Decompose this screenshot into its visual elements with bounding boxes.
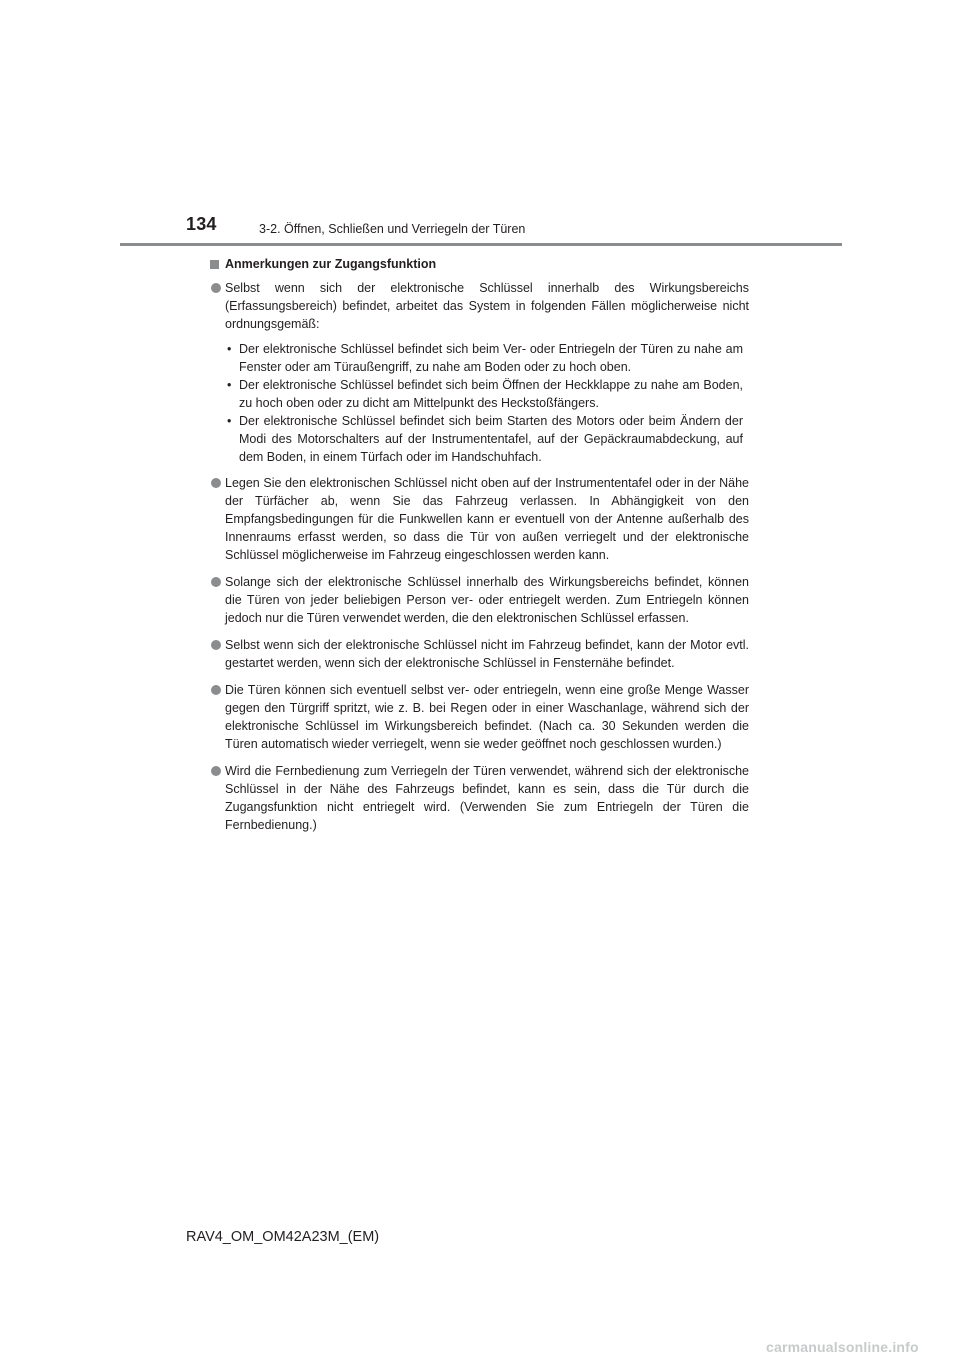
list-item-text: Wird die Fernbedienung zum Verriegeln der Türen verwendet, während sich der elektronische Schlüssel in der Nähe des Fahrzeugs befindet, kann es sein, dass die Tür durch die Zugangsfunktion nicht entriegelt wird. (Verwenden Sie zum Entriegeln der Türen die Fernbedienung.) (225, 764, 749, 832)
sublist-item-text: Der elektronische Schlüssel befindet sich beim Starten des Motors oder beim Ändern der Modi des Motorschalters auf der Instrumententafel, auf der Gepäckraumabdeckung, auf dem Boden, in einem Türfach oder im Handschuhfach. (239, 414, 743, 464)
document-code: RAV4_OM_OM42A23M_(EM) (186, 1229, 380, 1245)
sublist (210, 340, 749, 466)
circle-bullet-icon (211, 283, 221, 293)
circle-bullet-icon (211, 577, 221, 587)
chapter-title: 3-2. Öffnen, Schließen und Verriegeln der Türen (259, 222, 526, 236)
list-item-text: Selbst wenn sich der elektronische Schlüssel innerhalb des Wirkungsbereichs (Erfassungsbereich) befindet, arbeitet das System in folgenden Fällen möglicherweise nicht ordnungsgemäß: (225, 281, 749, 331)
list-item-text: Solange sich der elektronische Schlüssel innerhalb des Wirkungsbereichs befindet, können die Türen von jeder beliebigen Person ver- oder entriegelt werden. Zum Entriegeln können jedoch nur die Türen verwendet werden, die den elektronischen Schlüssel erfassen. (225, 575, 749, 625)
list-item (210, 681, 749, 753)
circle-bullet-icon (211, 766, 221, 776)
list-item (210, 279, 749, 333)
list-item (210, 636, 749, 672)
list-item (210, 474, 749, 564)
dot-bullet-icon: • (227, 414, 232, 428)
list-item-text: Die Türen können sich eventuell selbst ver- oder entriegeln, wenn eine große Menge Wasser gegen den Türgriff spritzt, wie z. B. bei Regen oder in einer Waschanlage, während sich der elektronische Schlüssel im Wirkungsbereich befindet. (Nach ca. 30 Sekunden werden die Türen automatisch wieder verriegelt, wenn sie weder geöffnet noch geschlossen wurden.) (225, 683, 749, 751)
circle-bullet-icon (211, 640, 221, 650)
dot-bullet-icon: • (227, 378, 232, 392)
section-heading-text: Anmerkungen zur Zugangsfunktion (225, 257, 437, 271)
sublist-item (225, 376, 743, 412)
sublist-item-text: Der elektronische Schlüssel befindet sich beim Öffnen der Heckklappe zu nahe am Boden, zu hoch oben oder zu dicht am Mittelpunkt des Heckstoßfängers. (239, 378, 743, 410)
header-divider (120, 243, 842, 246)
section-heading (210, 255, 749, 273)
circle-bullet-icon (211, 685, 221, 695)
watermark: carmanualsonline.info (766, 1339, 919, 1355)
square-bullet-icon (210, 260, 219, 269)
sublist-item (225, 412, 743, 466)
page-number: 134 (186, 214, 217, 234)
dot-bullet-icon: • (227, 342, 232, 356)
list-item-text: Legen Sie den elektronischen Schlüssel nicht oben auf der Instrumententafel oder in der Nähe der Türfächer ab, wenn Sie das Fahrzeug verlassen. In Abhängigkeit von den Empfangsbedingungen für die Funkwellen kann er eventuell von der Antenne außerhalb des Innenraums erfasst werden, so dass die Tür von außen verriegelt und der elektronische Schlüssel möglicherweise im Fahrzeug eingeschlossen werden kann. (225, 476, 749, 562)
notes-section (210, 255, 749, 843)
circle-bullet-icon (211, 478, 221, 488)
list-item (210, 762, 749, 834)
sublist-item-text: Der elektronische Schlüssel befindet sich beim Ver- oder Entriegeln der Türen zu nahe am Fenster oder am Türaußengriff, zu nahe am Boden oder zu hoch oben. (239, 342, 743, 374)
sublist-item (225, 340, 743, 376)
list-item (210, 573, 749, 627)
list-item-text: Selbst wenn sich der elektronische Schlüssel nicht im Fahrzeug befindet, kann der Motor evtl. gestartet werden, wenn sich der elektronische Schlüssel in Fensternähe befindet. (225, 638, 749, 670)
